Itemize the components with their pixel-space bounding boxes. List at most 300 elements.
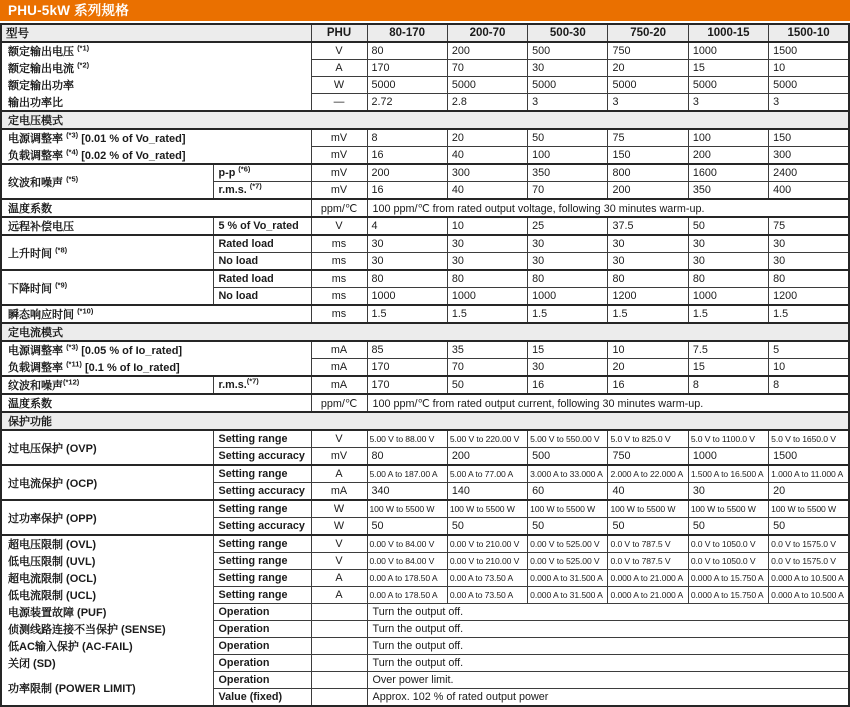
unit-cell: ppm/℃ bbox=[311, 394, 367, 412]
row-label: 输出功率比 bbox=[1, 94, 311, 112]
model-header: 1000-15 bbox=[688, 24, 768, 42]
value-cell: 30 bbox=[447, 253, 527, 271]
value-cell: 1000 bbox=[688, 288, 768, 306]
unit-cell: V bbox=[311, 217, 367, 235]
value-cell: 30 bbox=[688, 483, 768, 501]
spec-row bbox=[1, 465, 849, 483]
value-cell: 2.000 A to 22.000 A bbox=[608, 465, 688, 483]
value-cell: 50 bbox=[447, 376, 527, 394]
row-sublabel: Setting accuracy bbox=[213, 483, 311, 501]
row-sublabel: Operation bbox=[213, 655, 311, 672]
value-cell: 80 bbox=[367, 42, 447, 60]
value-cell: 0.000 A to 10.500 A bbox=[769, 587, 849, 604]
value-cell: 30 bbox=[769, 253, 849, 271]
value-cell: 30 bbox=[528, 60, 608, 77]
value-cell: 500 bbox=[528, 448, 608, 466]
row-sublabel: r.m.s.$^{(*7)}$ bbox=[213, 376, 311, 394]
spec-row bbox=[1, 394, 849, 412]
value-cell: 5000 bbox=[688, 77, 768, 94]
row-sublabel: Setting range bbox=[213, 570, 311, 587]
value-cell: 16 bbox=[367, 182, 447, 200]
value-cell: 100 W to 5500 W bbox=[528, 500, 608, 518]
value-cell: 35 bbox=[447, 341, 527, 359]
spec-row bbox=[1, 164, 849, 182]
row-sublabel: Rated load bbox=[213, 270, 311, 288]
model-header: 80-170 bbox=[367, 24, 447, 42]
value-cell: 75 bbox=[608, 129, 688, 147]
spec-row bbox=[1, 270, 849, 288]
value-cell: 200 bbox=[608, 182, 688, 200]
value-cell: 150 bbox=[608, 147, 688, 165]
model-column-header: 型号 bbox=[1, 24, 311, 42]
value-cell: 70 bbox=[447, 60, 527, 77]
value-cell: 80 bbox=[769, 270, 849, 288]
footnote-marker: (*3) bbox=[66, 130, 79, 140]
value-span-cell: Over power limit. bbox=[367, 672, 849, 689]
value-cell: 0.00 A to 73.50 A bbox=[447, 587, 527, 604]
value-cell: 10 bbox=[769, 359, 849, 377]
model-header: 200-70 bbox=[447, 24, 527, 42]
row-sublabel: 5 % of Vo_rated bbox=[213, 217, 311, 235]
row-sublabel: p-p $^{(*6)}$ bbox=[213, 164, 311, 182]
spec-row bbox=[1, 587, 849, 604]
value-cell: 80 bbox=[608, 270, 688, 288]
value-cell: 1.500 A to 16.500 A bbox=[688, 465, 768, 483]
value-cell: 5000 bbox=[447, 77, 527, 94]
unit-cell: W bbox=[311, 500, 367, 518]
unit-column-header: PHU bbox=[311, 24, 367, 42]
unit-cell: ms bbox=[311, 235, 367, 253]
value-cell: 0.00 A to 178.50 A bbox=[367, 570, 447, 587]
unit-cell: V bbox=[311, 553, 367, 570]
value-cell: 15 bbox=[688, 359, 768, 377]
value-cell: 0.000 A to 15.750 A bbox=[688, 570, 768, 587]
value-cell: 8 bbox=[367, 129, 447, 147]
value-cell: 5.00 A to 77.00 A bbox=[447, 465, 527, 483]
row-sublabel: Setting range bbox=[213, 500, 311, 518]
value-cell: 8 bbox=[769, 376, 849, 394]
value-cell: 80 bbox=[367, 448, 447, 466]
footnote-marker: (*11) bbox=[66, 359, 82, 369]
spec-row bbox=[1, 500, 849, 518]
model-header: 500-30 bbox=[528, 24, 608, 42]
spec-row bbox=[1, 535, 849, 553]
value-cell: 30 bbox=[528, 235, 608, 253]
value-cell: 2400 bbox=[769, 164, 849, 182]
value-cell: 1500 bbox=[769, 448, 849, 466]
value-span-cell: Approx. 102 % of rated output power bbox=[367, 689, 849, 707]
value-cell: 70 bbox=[528, 182, 608, 200]
row-label: 功率限制 (POWER LIMIT) bbox=[1, 672, 213, 707]
value-cell: 1000 bbox=[528, 288, 608, 306]
spec-row bbox=[1, 553, 849, 570]
value-cell: 4 bbox=[367, 217, 447, 235]
spec-row bbox=[1, 235, 849, 253]
unit-cell: A bbox=[311, 60, 367, 77]
row-label: 关闭 (SD) bbox=[1, 655, 213, 672]
unit-cell: ms bbox=[311, 253, 367, 271]
spec-row bbox=[1, 305, 849, 323]
unit-cell: mA bbox=[311, 341, 367, 359]
spec-row bbox=[1, 129, 849, 147]
spec-row bbox=[1, 42, 849, 60]
row-label: 纹波和噪声$^{(*12)}$ bbox=[1, 376, 213, 394]
row-label: 电源装置故障 (PUF) bbox=[1, 604, 213, 621]
spec-row bbox=[1, 621, 849, 638]
row-label: 电源调整率 $^{(*3)}$ [0.01 % of Vo_rated] bbox=[1, 129, 311, 147]
value-cell: 140 bbox=[447, 483, 527, 501]
value-cell: 80 bbox=[447, 270, 527, 288]
row-sublabel: Setting accuracy bbox=[213, 448, 311, 466]
footnote-marker: (*6) bbox=[238, 164, 251, 174]
value-cell: 3 bbox=[769, 94, 849, 112]
unit-cell bbox=[311, 672, 367, 689]
spec-row bbox=[1, 199, 849, 217]
unit-cell bbox=[311, 689, 367, 707]
value-cell: 30 bbox=[447, 235, 527, 253]
value-span-cell: 100 ppm/℃ from rated output voltage, following 30 minutes warm-up. bbox=[367, 199, 849, 217]
value-cell: 20 bbox=[608, 359, 688, 377]
value-cell: 15 bbox=[528, 341, 608, 359]
value-cell: 0.000 A to 21.000 A bbox=[608, 587, 688, 604]
row-sublabel: r.m.s. $^{(*7)}$ bbox=[213, 182, 311, 200]
model-header: 750-20 bbox=[608, 24, 688, 42]
value-cell: 340 bbox=[367, 483, 447, 501]
row-label: 负载调整率 $^{(*4)}$ [0.02 % of Vo_rated] bbox=[1, 147, 311, 165]
value-cell: 170 bbox=[367, 60, 447, 77]
row-sublabel: Rated load bbox=[213, 235, 311, 253]
footnote-marker: (*10) bbox=[77, 306, 94, 316]
unit-cell: ms bbox=[311, 270, 367, 288]
row-label: 低电流限制 (UCL) bbox=[1, 587, 213, 604]
value-cell: 10 bbox=[769, 60, 849, 77]
row-sublabel: Operation bbox=[213, 604, 311, 621]
value-cell: 1.000 A to 11.000 A bbox=[769, 465, 849, 483]
value-cell: 200 bbox=[367, 164, 447, 182]
spec-row bbox=[1, 60, 849, 77]
row-label: 纹波和噪声 $^{(*5)}$ bbox=[1, 164, 213, 199]
value-span-cell: Turn the output off. bbox=[367, 621, 849, 638]
value-cell: 100 bbox=[688, 129, 768, 147]
footnote-marker: (*1) bbox=[77, 43, 90, 53]
row-label: 瞬态响应时间 $^{(*10)}$ bbox=[1, 305, 311, 323]
footnote-marker: (*8) bbox=[55, 244, 68, 254]
section-row bbox=[1, 412, 849, 430]
value-cell: 5.00 V to 88.00 V bbox=[367, 430, 447, 448]
footnote-marker: (*5) bbox=[66, 173, 79, 183]
value-cell: 5.00 A to 187.00 A bbox=[367, 465, 447, 483]
spec-row bbox=[1, 359, 849, 377]
value-cell: 5.00 V to 550.00 V bbox=[528, 430, 608, 448]
unit-cell bbox=[311, 655, 367, 672]
row-sublabel: Operation bbox=[213, 638, 311, 655]
spec-row bbox=[1, 217, 849, 235]
unit-cell: mA bbox=[311, 376, 367, 394]
unit-cell: A bbox=[311, 570, 367, 587]
spec-row bbox=[1, 570, 849, 587]
spec-row bbox=[1, 341, 849, 359]
series-title-bar bbox=[0, 0, 850, 21]
value-cell: 300 bbox=[769, 147, 849, 165]
unit-cell: mV bbox=[311, 182, 367, 200]
value-cell: 1500 bbox=[769, 42, 849, 60]
spec-row bbox=[1, 655, 849, 672]
unit-cell: V bbox=[311, 42, 367, 60]
value-cell: 0.0 V to 787.5 V bbox=[608, 535, 688, 553]
value-cell: 0.0 V to 1575.0 V bbox=[769, 535, 849, 553]
row-label: 额定输出电流 $^{(*2)}$ bbox=[1, 60, 311, 77]
unit-cell bbox=[311, 638, 367, 655]
unit-cell: A bbox=[311, 465, 367, 483]
value-cell: 30 bbox=[608, 235, 688, 253]
value-cell: 50 bbox=[688, 518, 768, 536]
value-cell: 30 bbox=[688, 235, 768, 253]
unit-cell: ppm/℃ bbox=[311, 199, 367, 217]
value-cell: 0.00 V to 525.00 V bbox=[528, 553, 608, 570]
row-label: 低电压限制 (UVL) bbox=[1, 553, 213, 570]
spec-row bbox=[1, 638, 849, 655]
value-cell: 100 W to 5500 W bbox=[367, 500, 447, 518]
value-cell: 16 bbox=[608, 376, 688, 394]
value-cell: 8 bbox=[688, 376, 768, 394]
row-label: 过电流保护 (OCP) bbox=[1, 465, 213, 500]
value-cell: 5000 bbox=[608, 77, 688, 94]
value-cell: 1000 bbox=[688, 448, 768, 466]
value-cell: 170 bbox=[367, 359, 447, 377]
value-span-cell: 100 ppm/℃ from rated output current, following 30 minutes warm-up. bbox=[367, 394, 849, 412]
value-cell: 2.72 bbox=[367, 94, 447, 112]
value-cell: 40 bbox=[447, 147, 527, 165]
value-cell: 5.0 V to 1100.0 V bbox=[688, 430, 768, 448]
value-cell: 100 W to 5500 W bbox=[447, 500, 527, 518]
row-sublabel: Setting range bbox=[213, 553, 311, 570]
footnote-marker: (*2) bbox=[77, 60, 90, 70]
unit-cell: mV bbox=[311, 164, 367, 182]
value-cell: 100 W to 5500 W bbox=[608, 500, 688, 518]
value-cell: 0.00 V to 525.00 V bbox=[528, 535, 608, 553]
value-cell: 80 bbox=[528, 270, 608, 288]
row-sublabel: Operation bbox=[213, 672, 311, 689]
value-cell: 0.0 V to 1050.0 V bbox=[688, 553, 768, 570]
unit-cell: V bbox=[311, 535, 367, 553]
value-cell: 30 bbox=[528, 359, 608, 377]
value-cell: 80 bbox=[367, 270, 447, 288]
value-cell: 0.0 V to 787.5 V bbox=[608, 553, 688, 570]
row-sublabel: Setting range bbox=[213, 587, 311, 604]
spec-row bbox=[1, 77, 849, 94]
spec-row bbox=[1, 430, 849, 448]
value-cell: 0.00 V to 210.00 V bbox=[447, 535, 527, 553]
value-cell: 1.5 bbox=[528, 305, 608, 323]
row-label: 低AC输入保护 (AC-FAIL) bbox=[1, 638, 213, 655]
value-cell: 30 bbox=[367, 235, 447, 253]
value-cell: 200 bbox=[447, 448, 527, 466]
value-cell: 0.00 A to 73.50 A bbox=[447, 570, 527, 587]
row-label: 上升时间 $^{(*8)}$ bbox=[1, 235, 213, 270]
unit-cell: V bbox=[311, 430, 367, 448]
value-cell: 60 bbox=[528, 483, 608, 501]
value-cell: 3.000 A to 33.000 A bbox=[528, 465, 608, 483]
row-sublabel: No load bbox=[213, 253, 311, 271]
section-row bbox=[1, 111, 849, 129]
value-cell: 1600 bbox=[688, 164, 768, 182]
row-label: 电源调整率 $^{(*3)}$ [0.05 % of Io_rated] bbox=[1, 341, 311, 359]
value-cell: 70 bbox=[447, 359, 527, 377]
value-cell: 100 W to 5500 W bbox=[769, 500, 849, 518]
value-cell: 0.000 A to 31.500 A bbox=[528, 570, 608, 587]
series-title: PHU-5kW 系列规格 bbox=[8, 3, 129, 18]
value-cell: 0.000 A to 21.000 A bbox=[608, 570, 688, 587]
value-cell: 80 bbox=[688, 270, 768, 288]
spec-row bbox=[1, 672, 849, 689]
unit-cell: mA bbox=[311, 483, 367, 501]
row-label: 负载调整率 $^{(*11)}$ [0.1 % of Io_rated] bbox=[1, 359, 311, 377]
value-cell: 400 bbox=[769, 182, 849, 200]
row-sublabel: Setting range bbox=[213, 430, 311, 448]
value-cell: 750 bbox=[608, 448, 688, 466]
value-cell: 0.00 V to 84.00 V bbox=[367, 553, 447, 570]
section-label: 定电压模式 bbox=[1, 111, 849, 129]
spec-row bbox=[1, 604, 849, 621]
value-cell: 0.0 V to 1050.0 V bbox=[688, 535, 768, 553]
row-sublabel: Setting range bbox=[213, 465, 311, 483]
footnote-marker: (*3) bbox=[66, 342, 79, 352]
value-cell: 1.5 bbox=[447, 305, 527, 323]
section-row bbox=[1, 323, 849, 341]
footnote-marker: (*12) bbox=[63, 377, 80, 387]
value-span-cell: Turn the output off. bbox=[367, 638, 849, 655]
value-cell: 16 bbox=[367, 147, 447, 165]
row-label: 额定输出电压 $^{(*1)}$ bbox=[1, 42, 311, 60]
value-span-cell: Turn the output off. bbox=[367, 604, 849, 621]
value-cell: 10 bbox=[447, 217, 527, 235]
value-cell: 30 bbox=[769, 235, 849, 253]
value-cell: 150 bbox=[769, 129, 849, 147]
model-header: 1500-10 bbox=[769, 24, 849, 42]
value-cell: 5000 bbox=[769, 77, 849, 94]
value-cell: 50 bbox=[528, 129, 608, 147]
value-cell: 0.00 A to 178.50 A bbox=[367, 587, 447, 604]
footnote-marker: (*7) bbox=[249, 181, 262, 191]
value-cell: 1000 bbox=[688, 42, 768, 60]
value-cell: 100 bbox=[528, 147, 608, 165]
value-cell: 15 bbox=[688, 60, 768, 77]
value-cell: 5000 bbox=[528, 77, 608, 94]
value-cell: 30 bbox=[688, 253, 768, 271]
row-label: 温度系数 bbox=[1, 199, 311, 217]
unit-cell bbox=[311, 621, 367, 638]
value-cell: 3 bbox=[688, 94, 768, 112]
value-cell: 50 bbox=[608, 518, 688, 536]
value-cell: 200 bbox=[688, 147, 768, 165]
row-sublabel: Operation bbox=[213, 621, 311, 638]
spec-table bbox=[0, 23, 850, 707]
spec-table-head bbox=[1, 24, 849, 42]
value-cell: 1.5 bbox=[688, 305, 768, 323]
value-cell: 350 bbox=[688, 182, 768, 200]
footnote-marker: (*7) bbox=[246, 376, 259, 386]
section-label: 定电流模式 bbox=[1, 323, 849, 341]
row-sublabel: Setting accuracy bbox=[213, 518, 311, 536]
footnote-marker: (*9) bbox=[55, 279, 68, 289]
spec-header-row bbox=[1, 24, 849, 42]
value-cell: 37.5 bbox=[608, 217, 688, 235]
row-label: 过电压保护 (OVP) bbox=[1, 430, 213, 465]
row-label: 超电压限制 (OVL) bbox=[1, 535, 213, 553]
unit-cell: — bbox=[311, 94, 367, 112]
row-sublabel: Value (fixed) bbox=[213, 689, 311, 707]
value-cell: 200 bbox=[447, 42, 527, 60]
value-cell: 50 bbox=[447, 518, 527, 536]
value-cell: 10 bbox=[608, 341, 688, 359]
value-cell: 0.000 A to 15.750 A bbox=[688, 587, 768, 604]
value-cell: 50 bbox=[367, 518, 447, 536]
value-cell: 5.0 V to 1650.0 V bbox=[769, 430, 849, 448]
value-cell: 5 bbox=[769, 341, 849, 359]
value-cell: 85 bbox=[367, 341, 447, 359]
value-cell: 3 bbox=[608, 94, 688, 112]
value-cell: 50 bbox=[528, 518, 608, 536]
row-label: 下降时间 $^{(*9)}$ bbox=[1, 270, 213, 305]
row-label: 侦测线路连接不当保护 (SENSE) bbox=[1, 621, 213, 638]
value-cell: 20 bbox=[447, 129, 527, 147]
unit-cell: A bbox=[311, 587, 367, 604]
value-cell: 800 bbox=[608, 164, 688, 182]
unit-cell: ms bbox=[311, 305, 367, 323]
value-cell: 0.000 A to 31.500 A bbox=[528, 587, 608, 604]
unit-cell bbox=[311, 604, 367, 621]
value-cell: 1000 bbox=[447, 288, 527, 306]
row-label: 温度系数 bbox=[1, 394, 311, 412]
section-label: 保护功能 bbox=[1, 412, 849, 430]
value-cell: 1.5 bbox=[608, 305, 688, 323]
value-cell: 0.00 V to 210.00 V bbox=[447, 553, 527, 570]
unit-cell: mV bbox=[311, 448, 367, 466]
spec-table-body bbox=[1, 42, 849, 706]
unit-cell: ms bbox=[311, 288, 367, 306]
value-cell: 350 bbox=[528, 164, 608, 182]
value-cell: 30 bbox=[367, 253, 447, 271]
unit-cell: mV bbox=[311, 147, 367, 165]
value-cell: 1200 bbox=[769, 288, 849, 306]
value-cell: 500 bbox=[528, 42, 608, 60]
value-cell: 16 bbox=[528, 376, 608, 394]
value-cell: 1200 bbox=[608, 288, 688, 306]
value-cell: 0.000 A to 10.500 A bbox=[769, 570, 849, 587]
value-cell: 5.0 V to 825.0 V bbox=[608, 430, 688, 448]
value-cell: 1000 bbox=[367, 288, 447, 306]
unit-cell: mV bbox=[311, 129, 367, 147]
row-label: 额定输出功率 bbox=[1, 77, 311, 94]
unit-cell: W bbox=[311, 518, 367, 536]
value-cell: 5.00 V to 220.00 V bbox=[447, 430, 527, 448]
value-span-cell: Turn the output off. bbox=[367, 655, 849, 672]
value-cell: 5000 bbox=[367, 77, 447, 94]
value-cell: 3 bbox=[528, 94, 608, 112]
value-cell: 300 bbox=[447, 164, 527, 182]
value-cell: 1.5 bbox=[769, 305, 849, 323]
value-cell: 30 bbox=[528, 253, 608, 271]
row-label: 过功率保护 (OPP) bbox=[1, 500, 213, 535]
unit-cell: W bbox=[311, 77, 367, 94]
value-cell: 20 bbox=[769, 483, 849, 501]
row-sublabel: Setting range bbox=[213, 535, 311, 553]
row-sublabel: No load bbox=[213, 288, 311, 306]
value-cell: 30 bbox=[608, 253, 688, 271]
value-cell: 40 bbox=[447, 182, 527, 200]
footnote-marker: (*4) bbox=[66, 147, 79, 157]
value-cell: 50 bbox=[769, 518, 849, 536]
